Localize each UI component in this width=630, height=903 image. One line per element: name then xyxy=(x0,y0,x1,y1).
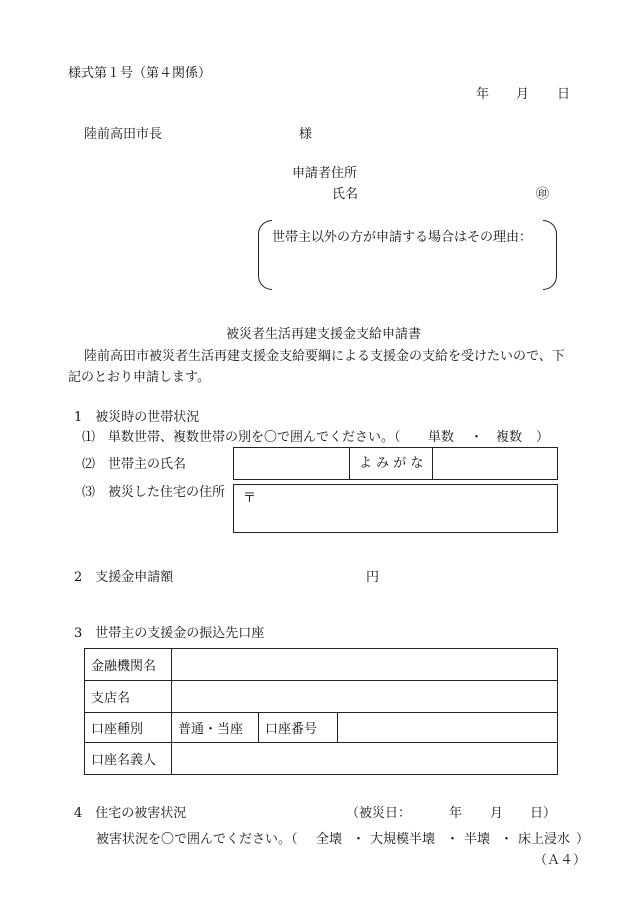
applicant-address-label: 申請者住所 xyxy=(292,166,358,181)
reason-label: 世帯主以外の方が申請する場合はその理由： xyxy=(272,230,533,245)
reason-bracket-right xyxy=(543,220,557,290)
date-day: 日 xyxy=(557,87,571,102)
intro-line-2: 記のとおり申請します。 xyxy=(68,370,210,385)
paper-size: （Ａ４） xyxy=(534,853,587,868)
intro-line-1: 陸前高田市被災者生活再建支援金支給要綱による支援金の支給を受けたいので、下 xyxy=(84,349,565,364)
disaster-date-day: 日） xyxy=(530,806,557,821)
head-name-field[interactable] xyxy=(233,447,350,480)
honorific: 様 xyxy=(299,127,313,142)
section1-heading: 1 被災時の世帯状況 xyxy=(74,410,200,425)
seal-mark: ㊞ xyxy=(536,187,550,202)
damage-option-large-half[interactable]: 大規模半壊 xyxy=(370,832,436,847)
household-type-instruction: ⑴ 単数世帯、複数世帯の別を〇で囲んでください。（ xyxy=(82,430,401,445)
damage-option-flood[interactable]: 床上浸水 xyxy=(518,832,571,847)
bank-account-table xyxy=(84,648,558,775)
yomigana-field[interactable] xyxy=(432,447,558,480)
house-address-field[interactable] xyxy=(233,484,558,533)
yomigana-label: よ み が な xyxy=(359,456,424,471)
bank-row xyxy=(85,649,558,681)
damage-instruction: 被害状況を〇で囲んでください。（ xyxy=(96,832,298,847)
damage-option-half[interactable]: 半壊 xyxy=(464,832,491,847)
section3-heading: 3 世帯主の支援金の振込先口座 xyxy=(74,626,265,641)
bank-label: 金融機関名 xyxy=(85,649,172,681)
damage-separator: ・ xyxy=(446,832,460,847)
amount-unit: 円 xyxy=(366,570,380,585)
holder-field[interactable] xyxy=(172,743,558,775)
account-number-label: 口座番号 xyxy=(259,713,338,743)
reason-bracket-left xyxy=(258,220,272,290)
disaster-date-label: （被災日： xyxy=(346,806,412,821)
option-separator: ・ xyxy=(470,430,484,445)
date-year: 年 xyxy=(476,87,490,102)
disaster-date-month: 月 xyxy=(490,806,504,821)
disaster-date-year: 年 xyxy=(449,806,463,821)
yomigana-cell xyxy=(349,447,433,480)
form-title: 被災者生活再建支援金支給申請書 xyxy=(226,327,422,342)
branch-row xyxy=(85,681,558,713)
damage-separator: ・ xyxy=(500,832,514,847)
branch-field[interactable] xyxy=(172,681,558,713)
damage-separator: ・ xyxy=(352,832,366,847)
option-single[interactable]: 単数 xyxy=(428,430,455,445)
bank-field[interactable] xyxy=(172,649,558,681)
holder-label: 口座名義人 xyxy=(85,743,172,775)
house-address-label: ⑶ 被災した住宅の住所 xyxy=(82,485,226,500)
addressee: 陸前高田市長 xyxy=(84,127,163,142)
reason-field[interactable] xyxy=(272,250,542,286)
applicant-name-label: 氏名 xyxy=(332,187,359,202)
account-number-field[interactable] xyxy=(338,713,558,743)
account-type-label: 口座種別 xyxy=(85,713,172,743)
date-month: 月 xyxy=(516,87,530,102)
option-multi[interactable]: 複数 xyxy=(496,430,523,445)
option-close-paren: ） xyxy=(536,430,550,445)
section4-heading: 4 住宅の被害状況 xyxy=(74,806,187,821)
account-type-value[interactable]: 普通・当座 xyxy=(172,713,259,743)
damage-close-paren: ） xyxy=(576,832,590,847)
section2-heading: 2 支援金申請額 xyxy=(74,570,174,585)
branch-label: 支店名 xyxy=(85,681,172,713)
head-name-label: ⑵ 世帯主の氏名 xyxy=(82,457,187,472)
holder-row xyxy=(85,743,558,775)
damage-option-total[interactable]: 全壊 xyxy=(316,832,343,847)
postal-mark: 〒 xyxy=(243,491,257,506)
form-number: 様式第１号（第４関係） xyxy=(68,66,212,81)
account-type-row xyxy=(85,713,558,743)
